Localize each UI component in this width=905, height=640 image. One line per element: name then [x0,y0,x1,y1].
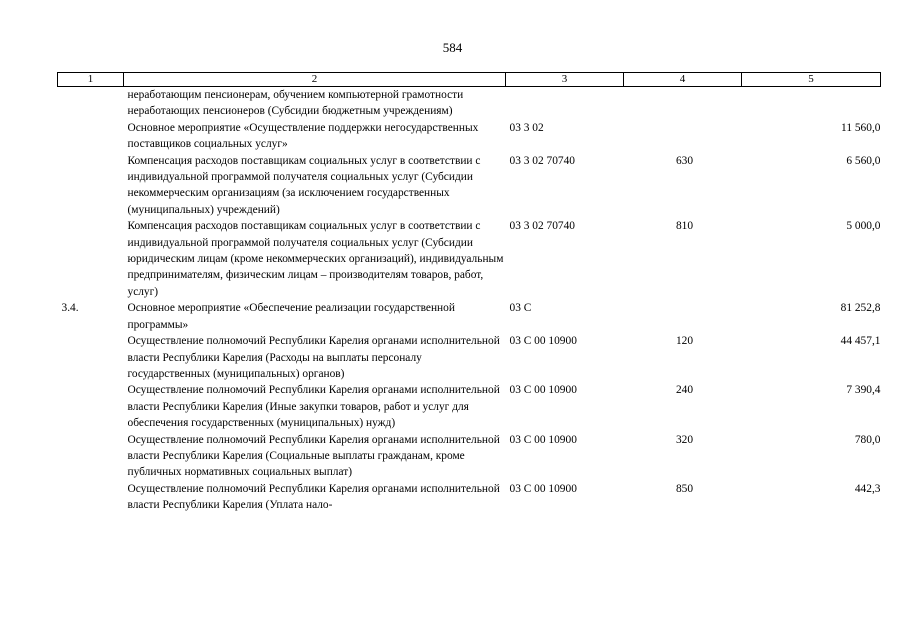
row-code [506,87,624,120]
row-expense-type [624,87,742,120]
column-header-3: 3 [506,73,624,87]
row-amount: 81 252,8 [840,302,881,315]
column-header-4: 4 [624,73,742,87]
row-code: 03 С 00 10900 [509,335,577,348]
page-number: 584 [442,40,463,55]
row-amount: 7 390,4 [846,384,881,397]
row-description: Осуществление полномочий Республики Карелия органами исполнительной власти Республики Карелия (Уплата нало- [127,482,500,512]
row-expense-type [624,120,742,153]
table-row [58,87,881,120]
row-number [58,87,124,120]
row-number [58,153,124,219]
row-code: 03 С [509,302,532,315]
table-row [58,120,881,153]
row-number [58,481,124,514]
row-code: 03 С 00 10900 [509,384,577,397]
row-code: 03 3 02 [509,121,544,134]
row-code: 03 3 02 70740 [509,154,575,167]
row-description: Осуществление полномочий Республики Карелия органами исполнительной власти Республики Карелия (Иные закупки товаров, работ и услуг для обеспечения государственных (муниципальных) нужд) [127,384,500,430]
row-description: Компенсация расходов поставщикам социальных услуг в соответствии с индивидуальной программой получателя социальных услуг (Субсидии некоммерческим организациям (за исключением государственных (муниципальных) учреждений) [127,154,481,216]
row-code: 03 С 00 10900 [509,482,577,495]
table-row [58,153,881,219]
row-expense-type: 120 [675,335,694,348]
row-code: 03 С 00 10900 [509,433,577,446]
row-amount: 11 560,0 [841,121,881,134]
row-description: Компенсация расходов поставщикам социальных услуг в соответствии с индивидуальной программой получателя социальных услуг (Субсидии юридическим лицам (кроме некоммерческих организаций), индивидуальным предпринимателям, физическим лицам – производителям товаров, работ, услуг) [127,220,504,298]
row-amount: 44 457,1 [840,335,881,348]
row-number [58,333,124,382]
row-expense-type: 240 [675,384,694,397]
row-expense-type: 630 [675,154,694,167]
row-number [58,432,124,481]
table-row [58,333,881,382]
column-header-5: 5 [742,73,881,87]
row-expense-type: 320 [675,433,694,446]
table-row [58,382,881,431]
table-row [58,432,881,481]
row-amount: 6 560,0 [846,154,881,167]
row-number [58,120,124,153]
row-number [58,382,124,431]
row-expense-type [624,300,742,333]
row-description: неработающим пенсионерам, обучением компьютерной грамотности неработающих пенсионеров (Субсидии бюджетным учреждениям) [127,89,464,118]
row-description: Основное мероприятие «Обеспечение реализации государственной программы» [127,302,455,331]
column-header-1: 1 [58,73,124,87]
row-number: 3.4. [61,302,79,315]
row-code: 03 3 02 70740 [509,220,575,233]
row-amount: 780,0 [854,433,881,446]
table-row [58,218,881,300]
row-amount: 5 000,0 [846,220,881,233]
row-amount: 442,3 [854,482,881,495]
row-amount [742,87,881,120]
table-row [58,300,881,333]
table-row [58,481,881,514]
column-header-2: 2 [124,73,506,87]
row-expense-type: 850 [675,482,694,495]
row-number [58,218,124,300]
budget-table [57,72,881,514]
row-description: Основное мероприятие «Осуществление поддержки негосударственных поставщиков социальных услуг» [127,121,479,151]
row-expense-type: 810 [675,220,694,233]
row-description: Осуществление полномочий Республики Карелия органами исполнительной власти Республики Карелия (Расходы на выплаты персоналу государственных (муниципальных) органов) [127,335,500,380]
row-description: Осуществление полномочий Республики Карелия органами исполнительной власти Республики Карелия (Социальные выплаты гражданам, кроме публичных нормативных социальных выплат) [127,433,500,479]
column-number-header [58,73,881,87]
